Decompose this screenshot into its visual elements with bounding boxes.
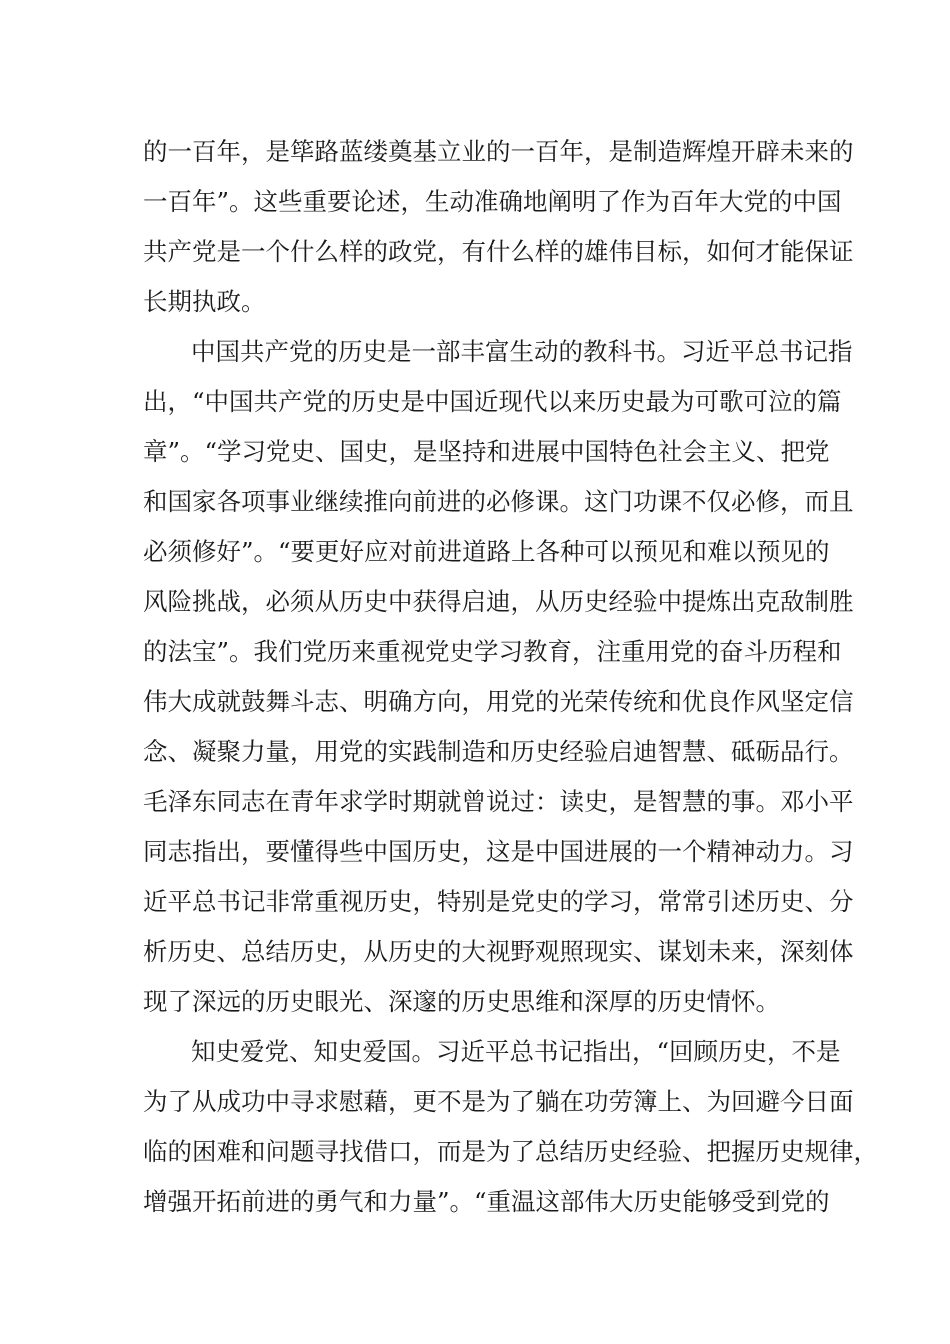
text-line: 一百年”。这些重要论述，生动准确地阐明了作为百年大党的中国 [143, 187, 842, 216]
text-line: 风险挑战，必须从历史中获得启迪，从历史经验中提炼出克敌制胜 [143, 587, 854, 616]
paragraph-first-line: 知史爱党、知史爱国。习近平总书记指出，“回顾历史，不是 [191, 1037, 841, 1066]
text-line: 伟大成就鼓舞斗志、明确方向，用党的光荣传统和优良作风坚定信 [143, 687, 854, 716]
text-line: 出，“中国共产党的历史是中国近现代以来历史最为可歌可泣的篇 [143, 387, 842, 416]
text-line: 临的困难和问题寻找借口，而是为了总结历史经验、把握历史规律， [143, 1137, 878, 1166]
text-line: 现了深远的历史眼光、深邃的历史思维和深厚的历史情怀。 [143, 987, 780, 1016]
text-line: 毛泽东同志在青年求学时期就曾说过：读史，是智慧的事。邓小平 [143, 787, 854, 816]
text-line: 共产党是一个什么样的政党，有什么样的雄伟目标，如何才能保证 [143, 237, 854, 266]
text-line: 章”。“学习党史、国史，是坚持和进展中国特色社会主义、把党 [143, 437, 830, 466]
text-line: 增强开拓前进的勇气和力量”。“重温这部伟大历史能够受到党的 [143, 1187, 830, 1216]
text-line: 念、凝聚力量，用党的实践制造和历史经验启迪智慧、砥砺品行。 [143, 737, 854, 766]
text-line: 必须修好”。“要更好应对前进道路上各种可以预见和难以预见的 [143, 537, 830, 566]
text-line: 析历史、总结历史，从历史的大视野观照现实、谋划未来，深刻体 [143, 937, 854, 966]
text-line: 近平总书记非常重视历史，特别是党史的学习，常常引述历史、分 [143, 887, 854, 916]
text-line: 和国家各项事业继续推向前进的必修课。这门功课不仅必修，而且 [143, 487, 854, 516]
text-line: 长期执政。 [143, 287, 266, 316]
text-line: 的一百年，是筚路蓝缕奠基立业的一百年，是制造辉煌开辟未来的 [143, 137, 854, 166]
text-line: 同志指出，要懂得些中国历史，这是中国进展的一个精神动力。习 [143, 837, 854, 866]
paragraph-first-line: 中国共产党的历史是一部丰富生动的教科书。习近平总书记指 [191, 337, 853, 366]
text-line: 的法宝”。我们党历来重视党史学习教育，注重用党的奋斗历程和 [143, 637, 842, 666]
text-line: 为了从成功中寻求慰藉，更不是为了躺在功劳簿上、为回避今日面 [143, 1087, 854, 1116]
